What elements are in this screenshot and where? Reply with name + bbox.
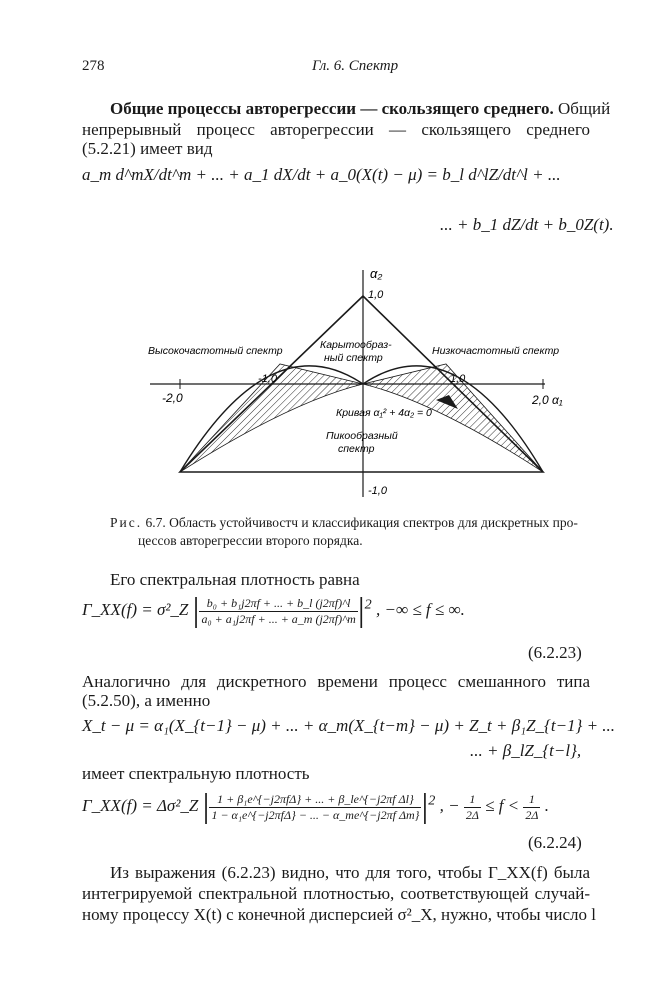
tick-y-bottom: -1,0 (368, 485, 387, 497)
equation-discrete-line-2: ... + β_lZ_{t−l}, (470, 741, 582, 760)
eq-6224-range-fraction-right: $\frac{1}{2\Delta}$ (525, 791, 539, 822)
caption-line-1: Область устойчивостч и классификация спектров для дискретных про- (169, 515, 578, 530)
equation-continuous-line-1: a_m d^mX/dt^m + ... + a_1 dX/dt + a_0(X(t) − μ) = b_l d^lZ/dt^l + ... (82, 165, 561, 184)
label-peak-line-2: спектр (338, 443, 375, 455)
eq-6224-fraction (209, 792, 421, 823)
label-peak-line-1: Пикообразный (326, 430, 398, 442)
section-lead-end: Общий (558, 99, 611, 118)
paragraph-has-density: имеет спектральную плотность (82, 764, 310, 783)
eq-6223-exponent: 2 (364, 596, 372, 613)
eq-6224-exponent: 2 (428, 792, 436, 809)
equation-number-6223: (6.2.23) (528, 643, 582, 662)
tick-x-left-outer: -2,0 (162, 391, 183, 405)
eq-6223-numerator: b₀ + b₁j2πf + ... + b_l (j2πf)^l (199, 596, 357, 612)
caption-number: 6.7. (145, 515, 166, 530)
running-head: Гл. 6. Спектр (312, 58, 399, 74)
paragraph-discrete-line-1: Аналогично для дискретного времени процесс смешанного типа (82, 672, 590, 691)
label-hump-line-2: ный спектр (324, 352, 383, 364)
label-curve: Кривая α₁² + 4α₂ = 0 (336, 407, 432, 419)
tick-x-left-inner: -1,0 (258, 373, 277, 385)
caption-line-2: цессов авторегрессии второго порядка. (138, 533, 363, 548)
axis-alpha1-label: α₁ (552, 393, 563, 407)
equation-continuous-line-2: ... + b_1 dZ/dt + b_0Z(t). (440, 215, 614, 234)
eq-6224-numerator: 1 + β₁e^{−j2πfΔ} + ... + β_le^{−j2πf Δl} (209, 792, 421, 808)
eq-6224-lhs: Γ_XX(f) = Δσ²_Z (82, 795, 199, 815)
eq-6223-range: , −∞ ≤ f ≤ ∞. (376, 599, 465, 619)
figure-stability-region (140, 262, 563, 502)
eq-6224-denominator: 1 − α₁e^{−j2πfΔ} − ... − α_me^{−j2πf Δm} (211, 807, 420, 822)
paragraph-final-line-1: Из выражения (6.2.23) видно, что для того, чтобы Γ_XX(f) была (110, 863, 590, 882)
paragraph-final-line-2: интегрируемой спектральной плотностью, соответствующей случай- (82, 884, 590, 903)
eq-6223-fraction (199, 596, 357, 627)
equation-6-2-24: Γ_XX(f) = Δσ²_Z | $\frac{\text{1 + β₁e\textasciicircum{}\{−j2πfΔ\} + ... + β\_le\textasciicircum{}\{−j2πf Δl\}}}{\text{1 − α₁e\textasciicircum{}\{−j2πfΔ\} − ... − α\_me\textasciicircum{}\{−j2πf Δm\}}}$ $|^2$ , − $\frac{1}{2\Delta}$ ≤ f < $\frac{1}{2\Delta}$ . (82, 788, 549, 825)
section-line-3: (5.2.21) имеет вид (82, 139, 213, 158)
paragraph-spectral-density: Его спектральная плотность равна (110, 570, 360, 589)
tick-y-top: 1,0 (368, 289, 384, 301)
section-line-2: непрерывный процесс авторегрессии — скользящего среднего (82, 120, 590, 139)
section-title: Общие процессы авторегрессии — скользящего среднего. (110, 99, 554, 118)
figure-caption (110, 513, 590, 532)
tick-x-right-outer: 2,0 (532, 393, 549, 407)
tick-x-right-inner: 1,0 (450, 373, 466, 385)
paragraph-final-line-3: ному процессу X(t) с конечной дисперсией σ²_X, нужно, чтобы число l (82, 905, 596, 924)
equation-discrete-line-1: X_t − μ = α₁(X_{t−1} − μ) + ... + α_m(X_{t−m} − μ) + Z_t + β₁Z_{t−1} + ... (82, 716, 616, 735)
eq-6224-range-fraction-left: $\frac{1}{2\Delta}$ (465, 791, 479, 822)
label-hump-line-1: Карытообраз- (320, 339, 392, 351)
paragraph-discrete-line-2: (5.2.50), а именно (82, 691, 211, 710)
caption-prefix: Рис. (110, 515, 143, 530)
axis-alpha2-label: α₂ (370, 266, 383, 281)
equation-number-6224: (6.2.24) (528, 833, 582, 852)
label-low-frequency: Низкочастотный спектр (432, 345, 560, 357)
eq-6224-range-b: ≤ f < (485, 795, 520, 815)
eq-6223-denominator: a₀ + a₁j2πf + ... + a_m (j2πf)^m (201, 611, 356, 626)
section-heading-line (110, 99, 611, 119)
eq-6224-range-a: , − (439, 795, 460, 815)
page-number: 278 (82, 58, 105, 74)
eq-6223-lhs: Γ_XX(f) = σ²_Z (82, 599, 189, 619)
label-high-frequency: Высокочастотный спектр (148, 345, 283, 357)
equation-6-2-23: Γ_XX(f) = σ²_Z | $\frac{\text{b₀ + b₁j2πf + ... + b\_l (j2πf)\textasciicircum{}l}}{\text{a₀ + a₁j2πf + ... + a\_m (j2πf)\textasciicircum{}m}}$ $|^2$ , −∞ ≤ f ≤ ∞. (82, 592, 465, 629)
